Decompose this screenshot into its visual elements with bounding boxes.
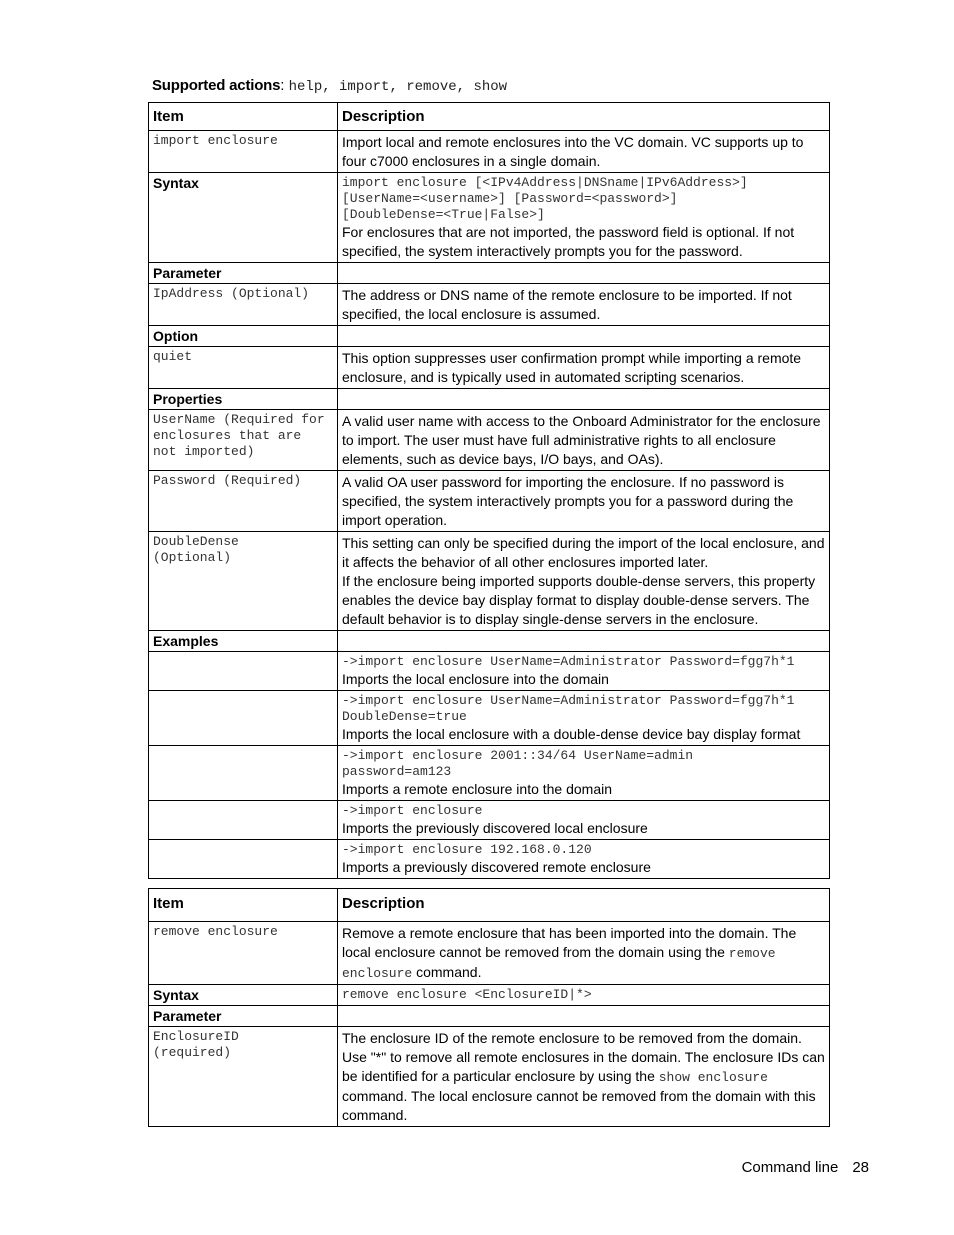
syntax-code-line: import enclosure [<IPv4Address|DNSname|IPv6Address>]: [342, 175, 748, 190]
example-code-line: ->import enclosure UserName=Administrator Password=fgg7h*1: [342, 693, 795, 708]
parameter-name-line: EnclosureID: [153, 1029, 239, 1044]
supported-actions-colon: :: [280, 77, 289, 94]
property-description-cell: [338, 471, 830, 532]
syntax-code-line: remove enclosure <EnclosureID|*>: [342, 987, 592, 1002]
parameter-description: The address or DNS name of the remote enclosure to be imported. If not specified, the local enclosure is assumed.: [342, 287, 792, 322]
property-description-cell: [338, 410, 830, 471]
parameter-name: IpAddress (Optional): [153, 286, 310, 301]
command-description-cell: [338, 922, 830, 985]
page-footer: [742, 1159, 869, 1176]
parameter-description-text: The enclosure ID of the remote enclosure to be removed from the domain. Use "*" to remove all remote enclosures in the domain. The enclosure IDs can be identified for a particular enclosure by using the: [342, 1030, 825, 1084]
empty-cell: [338, 389, 830, 410]
example-caption: Imports the previously discovered local enclosure: [342, 820, 648, 836]
syntax-cell: [338, 173, 830, 263]
example-cell: [338, 652, 830, 691]
example-caption: Imports the local enclosure into the domain: [342, 671, 609, 687]
option-name: quiet: [153, 349, 193, 364]
command-name: import enclosure: [153, 133, 278, 148]
empty-cell: [149, 652, 338, 691]
example-row: [149, 801, 830, 840]
command-description: Import local and remote enclosures into the VC domain. VC supports up to four c7000 enclosures in a single domain.: [342, 134, 804, 169]
command-name: remove enclosure: [153, 924, 278, 939]
example-row: [149, 691, 830, 746]
header-item: Item: [149, 889, 338, 922]
property-name-line: Password (Required): [153, 473, 302, 488]
command-description-text: Remove a remote enclosure that has been imported into the domain. The local enclosure cannot be removed from the domain using the: [342, 925, 797, 960]
example-caption: Imports the local enclosure with a double-dense device bay display format: [342, 726, 801, 742]
syntax-label: Syntax: [149, 173, 338, 263]
command-description-text: command.: [412, 964, 482, 980]
option-description-cell: [338, 347, 830, 389]
table-row: [149, 922, 830, 985]
footer-section-title: Command line: [741, 1159, 839, 1176]
example-code-line: password=am123: [342, 764, 452, 779]
supported-actions-label: Supported actions: [152, 77, 281, 94]
section-row: [149, 326, 830, 347]
table-header-row: [149, 103, 830, 131]
header-item: Item: [149, 103, 338, 131]
example-cell: [338, 691, 830, 746]
example-cell: [338, 746, 830, 801]
property-name-line: (Optional): [153, 550, 232, 565]
parameter-name-cell: [149, 1027, 338, 1127]
property-name-cell: [149, 471, 338, 532]
property-name-line: not imported): [153, 444, 255, 459]
empty-cell: [149, 691, 338, 746]
property-description: A valid user name with access to the Onboard Administrator for the enclosure to import. The user must have full administrative rights to all enclosure elements, such as device bays, I/O bays, and OAs).: [342, 413, 821, 467]
table-row: [149, 410, 830, 471]
example-cell: [338, 840, 830, 879]
table-row: [149, 131, 830, 173]
page-number: 28: [852, 1159, 869, 1176]
example-cell: [338, 801, 830, 840]
parameter-description: [342, 1029, 825, 1125]
parameter-label: Parameter: [149, 1006, 338, 1027]
inline-code: remove enclosure: [342, 946, 776, 981]
table-header-row: [149, 889, 830, 922]
syntax-cell: [338, 985, 830, 1006]
empty-cell: [149, 801, 338, 840]
parameter-description-cell: [338, 284, 830, 326]
remove-enclosure-table: [148, 888, 830, 1127]
parameter-name-cell: [149, 284, 338, 326]
import-enclosure-table: [148, 102, 830, 879]
property-description-extra: If the enclosure being imported supports double-dense servers, this property enables the device bay display format to display double-dense servers. The default behavior is to display single-dense servers in the enclosure.: [342, 573, 816, 627]
example-row: [149, 840, 830, 879]
syntax-note: For enclosures that are not imported, the password field is optional. If not specified, the system interactively prompts you for the password.: [342, 224, 795, 259]
command-cell: [149, 131, 338, 173]
property-name-line: enclosures that are: [153, 428, 302, 443]
command-description-cell: [338, 131, 830, 173]
table-row: [149, 471, 830, 532]
table-row: [149, 532, 830, 631]
parameter-label: Parameter: [149, 263, 338, 284]
parameter-description-cell: [338, 1027, 830, 1127]
section-row: [149, 1006, 830, 1027]
example-code-line: ->import enclosure 192.168.0.120: [342, 842, 592, 857]
empty-cell: [149, 840, 338, 879]
table-row: [149, 1027, 830, 1127]
example-row: [149, 652, 830, 691]
supported-actions-list: help, import, remove, show: [288, 79, 508, 95]
example-code-line: ->import enclosure 2001::34/64 UserName=admin: [342, 748, 694, 763]
empty-cell: [338, 631, 830, 652]
example-caption: Imports a remote enclosure into the domain: [342, 781, 613, 797]
empty-cell: [338, 263, 830, 284]
syntax-row: [149, 173, 830, 263]
option-label: Option: [149, 326, 338, 347]
header-description: Description: [338, 889, 830, 922]
syntax-label: Syntax: [149, 985, 338, 1006]
empty-cell: [149, 746, 338, 801]
section-row: [149, 631, 830, 652]
command-cell: [149, 922, 338, 985]
section-row: [149, 263, 830, 284]
syntax-code-line: [DoubleDense=<True|False>]: [342, 207, 545, 222]
example-code-line: ->import enclosure: [342, 803, 483, 818]
inline-code: show enclosure: [658, 1070, 768, 1085]
syntax-row: [149, 985, 830, 1006]
example-row: [149, 746, 830, 801]
parameter-description-text: command. The local enclosure cannot be removed from the domain with this command.: [342, 1088, 816, 1123]
example-code-line: DoubleDense=true: [342, 709, 467, 724]
example-code-line: ->import enclosure UserName=Administrator Password=fgg7h*1: [342, 654, 795, 669]
empty-cell: [338, 326, 830, 347]
table-row: [149, 284, 830, 326]
property-description: This setting can only be specified during the import of the local enclosure, and it affects the behavior of all other enclosures imported later.: [342, 535, 825, 570]
header-description: Description: [338, 103, 830, 131]
supported-actions-line: [152, 77, 507, 95]
example-caption: Imports a previously discovered remote enclosure: [342, 859, 651, 875]
property-name-cell: [149, 410, 338, 471]
option-name-cell: [149, 347, 338, 389]
property-description-cell: [338, 532, 830, 631]
property-name-line: DoubleDense: [153, 534, 239, 549]
section-row: [149, 389, 830, 410]
table-row: [149, 347, 830, 389]
option-description: This option suppresses user confirmation prompt while importing a remote enclosure, and is typically used in automated scripting scenarios.: [342, 350, 802, 385]
syntax-code-line: [UserName=<username>] [Password=<password>]: [342, 191, 678, 206]
command-description: [342, 924, 825, 983]
parameter-name-line: (required): [153, 1045, 232, 1060]
property-description: A valid OA user password for importing the enclosure. If no password is specified, the system interactively prompts you for a password during the import operation.: [342, 474, 794, 528]
empty-cell: [338, 1006, 830, 1027]
property-name-cell: [149, 532, 338, 631]
examples-label: Examples: [149, 631, 338, 652]
property-name-line: UserName (Required for: [153, 412, 325, 427]
properties-label: Properties: [149, 389, 338, 410]
